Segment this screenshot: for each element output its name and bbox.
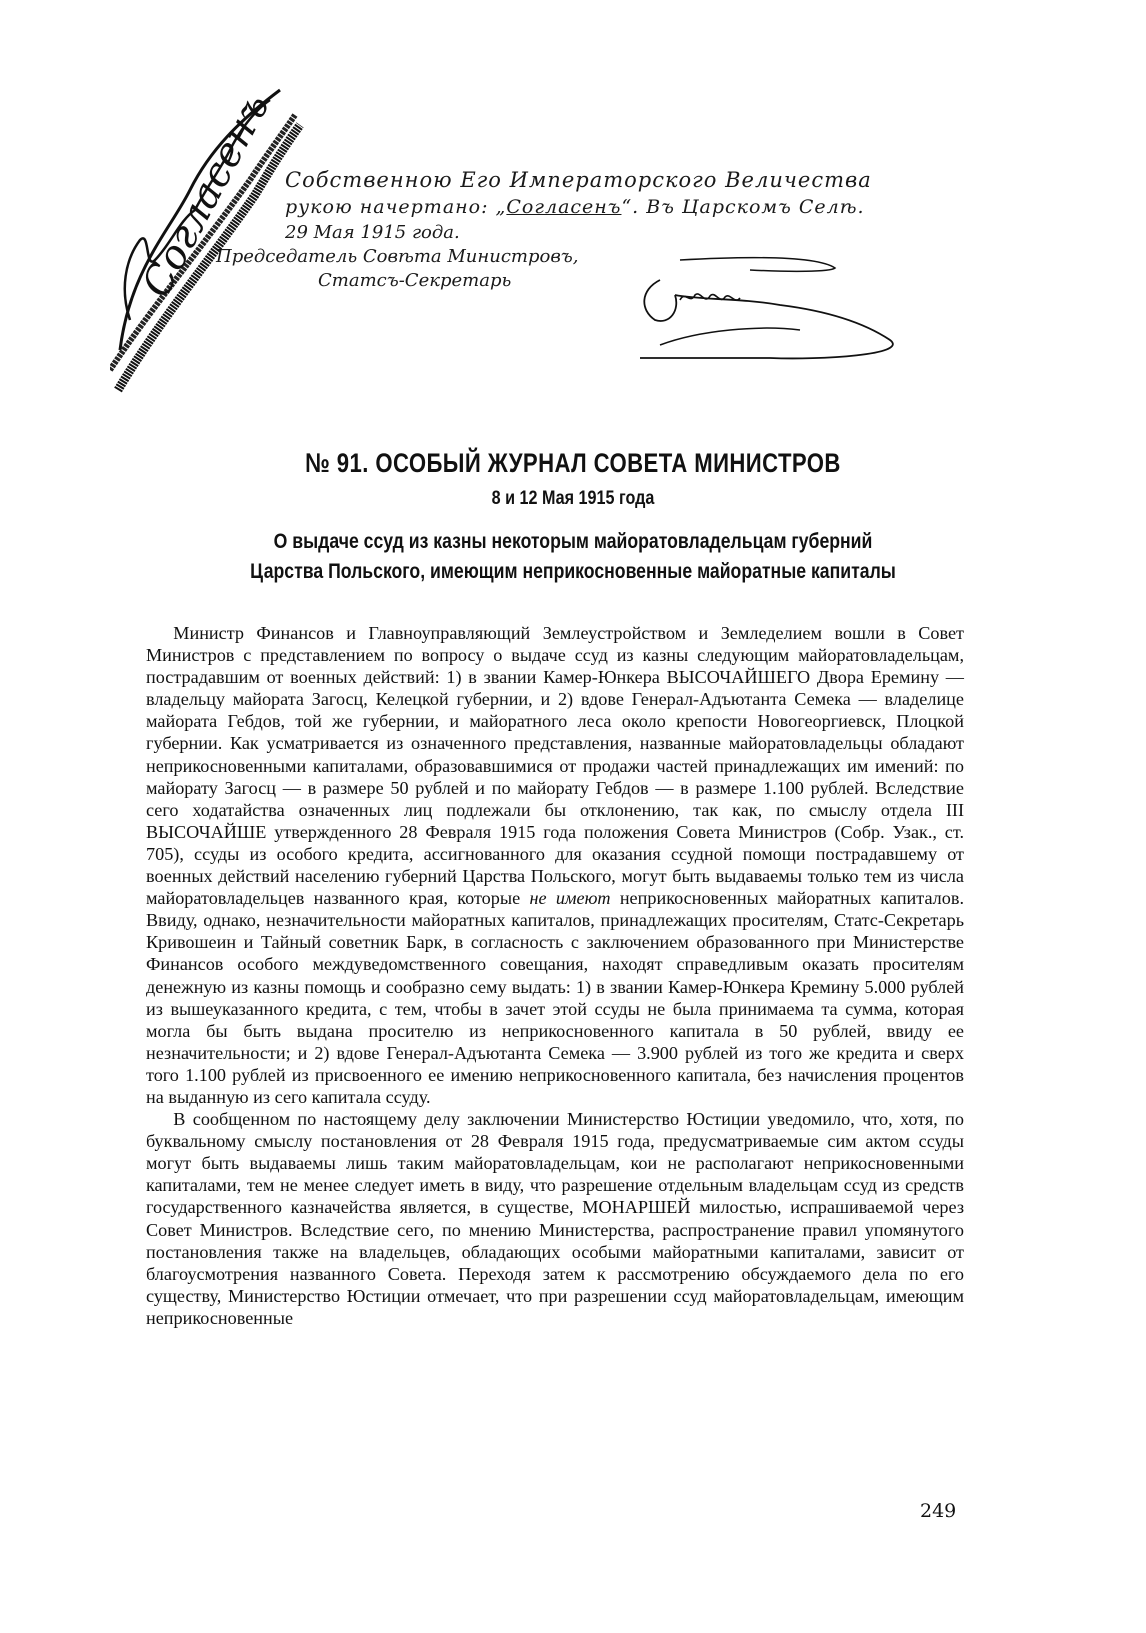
- document-date: 8 и 12 Мая 1915 года: [491, 488, 655, 509]
- handwritten-secretary-title: Статсъ-Секретарь: [318, 270, 512, 291]
- paragraph-1-text-b: неприкосновенных майоратных капиталов. Ввиду, однако, незначительности майоратных капиталов, принадлежащих просителям, Статс-Секретарь Кривошеин и Тайный советник Барк, в согласность с заключением образованного при Министерстве Финансов особого междуведомственного совещания, находят справедливым оказать просителям денежную из казны помощь и сообразно сему выдать: 1) в звании Камер-Юнкера Кремину 5.000 рублей из вышеуказанного кредита, с тем, чтобы в зачет этой ссуды не была принимаема та сумма, которая могла бы быть выдана просителю из неприкосновенного капитала в 50 рублей, ввиду ее незначительности; и 2) вдове Генерал-Адъютанта Семека — 3.900 рублей из того же кредита и сверх того 1.100 рублей из присвоенного ее имению неприкосновенного капитала, без начисления процентов на выданную из сего капитала ссуду.: [146, 888, 964, 1107]
- svg-text:Согласенъ: Согласенъ: [133, 85, 279, 305]
- handwritten-line-2-prefix: рукою начертано: „: [285, 196, 507, 218]
- paragraph-1-text-a: Министр Финансов и Главноуправляющий Землеустройством и Земледелием вошли в Совет Министров с представлением по вопросу о выдаче ссуд из казны следующим майоратовладельцам, пострадавшим от военных действий: 1) в звании Камер-Юнкера ВЫСОЧАЙШЕГО Двора Еремину — владельцу майората Загосц, Келецкой губернии, и 2) вдове Генерал-Адъютанта Семека — владелице майората Гебдов, той же губернии, и майоратного леса около крепости Новогеоргиевск, Плоцкой губернии. Как усматривается из означенного представления, названные майоратовладельцы обладают неприкосновенными капиталами, образовавшимися от продажи частей принадлежащих им имений: по майорату Загосц — в размере 50 рублей и по майорату Гебдов — в размере 1.100 рублей. Вследствие сего ходатайства означенных лиц подлежали бы отклонению, так как, по смыслу отдела III ВЫСОЧАЙШЕ утвержденного 28 Февраля 1915 года положения Совета Министров (Собр. Узак., ст. 705), ссуды из особого кредита, ассигнованного для оказания ссудной помощи пострадавшему от военных действий населению губерний Царства Польского, могут быть выдаваемы только тем из числа майоратовладельцев названного края, которые: [146, 623, 964, 909]
- page-number: 249: [920, 1500, 957, 1522]
- document-subtitle-line-2: Царства Польского, имеющим неприкосновенные майоратные капиталы: [250, 560, 896, 583]
- handwritten-line-1: Собственною Его Императорского Величества: [285, 168, 872, 192]
- chairman-signature-icon: [620, 250, 940, 360]
- handwritten-line-2: [285, 196, 865, 218]
- handwritten-resolution-word: Согласенъ: [506, 196, 622, 218]
- imperial-resolution-signature-icon: [110, 70, 310, 400]
- handwritten-date: 29 Мая 1915 года.: [285, 222, 460, 243]
- document-body: [146, 622, 964, 1329]
- paragraph-1: [146, 622, 964, 1108]
- paragraph-1-emphasis: не имеют: [529, 888, 611, 909]
- document-subtitle-line-1: О выдаче ссуд из казны некоторым майоратовладельцам губерний: [273, 530, 873, 553]
- document-title: № 91. ОСОБЫЙ ЖУРНАЛ СОВЕТА МИНИСТРОВ: [305, 448, 841, 478]
- handwritten-chairman-title: Председатель Совѣта Министровъ,: [216, 246, 579, 267]
- handwritten-resolution-block: [0, 0, 1146, 400]
- handwritten-line-2-suffix: “. Въ Царскомъ Селѣ.: [621, 196, 865, 218]
- paragraph-2: В сообщенном по настоящему делу заключении Министерство Юстиции уведомило, что, хотя, по буквальному смыслу постановления от 28 Февраля 1915 года, предусматриваемые сим актом ссуды могут быть выдаваемы лишь таким майоратовладельцам, кои не располагают неприкосновенными капиталами, тем не менее следует иметь в виду, что разрешение отдельным владельцам ссуд из средств государственного казначейства является, в существе, МОНАРШЕЙ милостью, испрашиваемой через Совет Министров. Вследствие сего, по мнению Министерства, распространение правил упомянутого постановления также на владельцев, обладающих особыми майоратными капиталами, зависит от благоусмотрения названного Совета. Переходя затем к рассмотрению обсуждаемого дела по его существу, Министерство Юстиции отмечает, что при разрешении ссуд майоратовладельцам, имеющим неприкосновенные: [146, 1109, 964, 1328]
